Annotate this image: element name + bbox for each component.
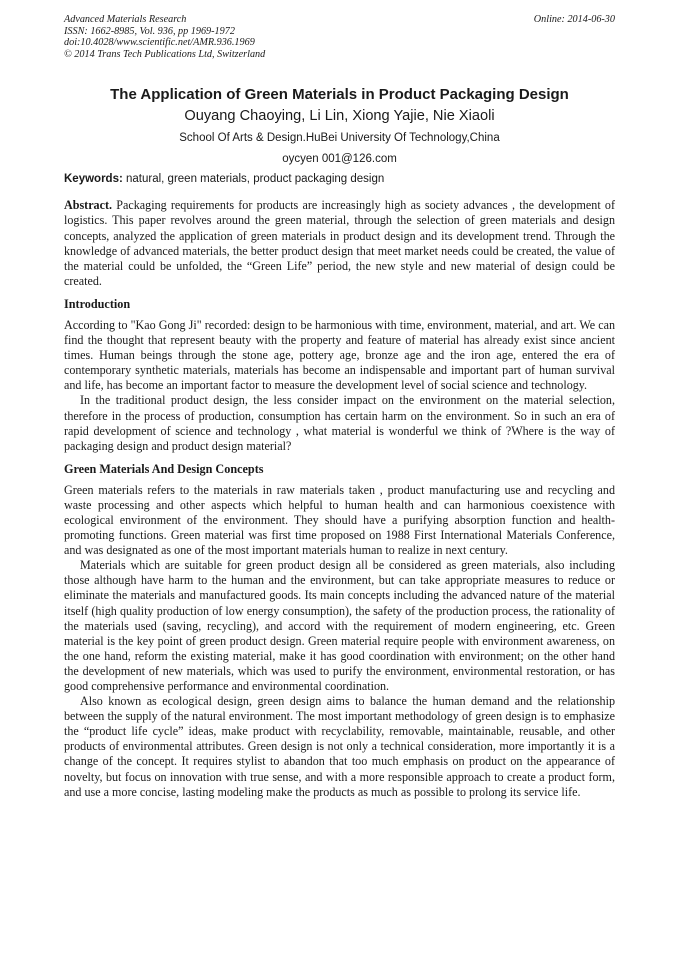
section-green-materials — [64, 462, 615, 800]
journal-header — [64, 14, 615, 60]
issn-line: ISSN: 1662-8985, Vol. 936, pp 1969-1972 — [64, 25, 235, 37]
paper-page — [64, 14, 615, 800]
doi-line: doi:10.4028/www.scientific.net/AMR.936.1969 — [64, 37, 255, 49]
keywords-text: natural, green materials, product packaging design — [126, 173, 385, 186]
abstract — [64, 198, 615, 289]
section-heading: Introduction — [64, 296, 131, 311]
author-list: Ouyang Chaoying, Li Lin, Xiong Yajie, Nie Xiaoli — [184, 108, 495, 125]
paragraph: According to "Kao Gong Ji" recorded: design to be harmonious with time, environment, material, and art. We can find the thought that represent beauty with the property and feature of material has already exist since ancient times. Human beings through the stone age, pottery age, bronze age and the iron age, entered the era of contemporary synthetic materials, materials has become an indispensable and important part of human survival and life, has become an important factor to measure the development level of social science and technology. — [64, 317, 615, 393]
paragraph: Materials which are suitable for green product design all be considered as green materials, also including those although have harm to the human and the environment, but can take appropriate measures to reduce or eliminate the materials and manufactured goods. Its main concepts including the advanced nature of the material itself (high quality production of low energy consumption), the safety of the production process, the rationality of the materials used (saving, recycling), and accord with the requirement of modern engineering, etc. Green material is the key point of green product design. Green material require people with environment awareness, on the one hand, reform the existing material, make it has good coordination with environment; on the other hand the development of new materials, which was used to purify the environment, environmental restoration, or has good comprehensive performance and environmental coordination. — [64, 558, 615, 693]
abstract-label: Abstract. — [64, 198, 113, 213]
section-heading: Green Materials And Design Concepts — [64, 461, 264, 476]
journal-name: Advanced Materials Research — [64, 14, 187, 25]
keywords — [64, 172, 615, 186]
paragraph: Green materials refers to the materials in raw materials taken , product manufacturing use and recycling and waste processing and other aspects which helpful to human health and can harmonious coexistence with ecological environment of the environment. They should have a purifying absorption function and health-promoting functions. Green material was first time proposed on 1988 First International Materials Conference, and was designated as one of the most important materials human to realize in next century. — [64, 482, 615, 558]
keywords-label: Keywords: — [64, 173, 123, 186]
copyright-line: © 2014 Trans Tech Publications Ltd, Switzerland — [64, 48, 266, 60]
paper-title: The Application of Green Materials in Product Packaging Design — [110, 86, 569, 104]
paragraph: Also known as ecological design, green design aims to balance the human demand and the relationship between the supply of the natural environment. The most important methodology of green design is to emphasize the “product life cycle” ideas, make product with recyclability, removable, maintainable, reusable, and other products of environmental attributes. Green design is not only a technical consideration, more importantly it is a change of the concept. It requires stylist to abandon that too much emphasis on product on the appearance of novelty, but focus on innovation with true sense, and with a more responsible approach to create a product form, and use a more concise, lasting modeling make the products as much as possible to prolong its service life. — [64, 694, 615, 799]
section-introduction — [64, 297, 615, 454]
online-date: Online: 2014-06-30 — [533, 14, 615, 25]
abstract-text: Packaging requirements for products are increasingly high as society advances , the development of logistics. This paper revolves around the green material, through the selection of green materials and design concepts, analyzed the application of green materials in product design and its development trend. Through the knowledge of advanced materials, the better product design that meet market needs could be created, the value of the material could be unfolded, the “Green Life” period, the new style and new material of design could be created. — [64, 198, 615, 288]
affiliation: School Of Arts & Design.HuBei University Of Technology,China — [179, 132, 500, 145]
author-email: oycyen 001@126.com — [282, 153, 397, 166]
paragraph: In the traditional product design, the less consider impact on the environment on the material selection, therefore in the process of production, consumption has certain harm on the environment. So in such an era of rapid development of science and technology , what material is wonderful we think of ?Where is the way of packaging design and product design material? — [64, 393, 615, 453]
